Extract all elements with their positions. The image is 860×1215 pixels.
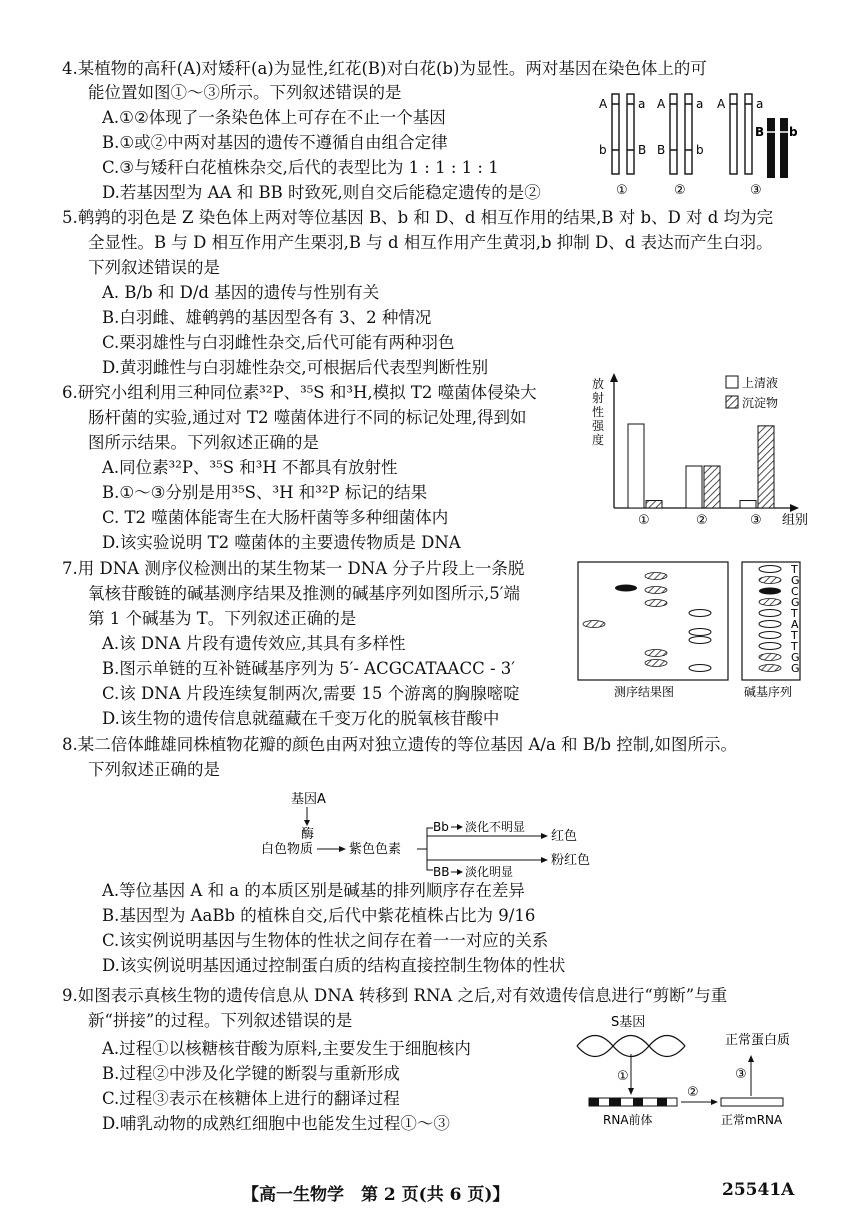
category-label: ③ <box>750 513 762 528</box>
figure-number: ③ <box>750 183 762 198</box>
white-substance-label: 白色物质 <box>261 842 314 857</box>
category-label: ② <box>696 513 708 528</box>
sequence-letter: T <box>791 640 798 653</box>
gel-band <box>645 650 667 657</box>
bb-genotype-label: BB <box>433 865 450 879</box>
process-2-label: ② <box>687 1085 699 1100</box>
q8-option-d: D.该实例说明基因通过控制蛋白质的结构直接控制生物体的性状 <box>102 956 566 975</box>
x-axis-label: 组别 <box>782 513 809 528</box>
q4-chromosome-figure <box>590 90 800 202</box>
bar-precipitate <box>704 466 720 508</box>
chromosome-dark <box>767 118 775 178</box>
gel-band <box>615 585 637 592</box>
sequence-band <box>759 665 781 672</box>
dna-helix <box>577 1036 685 1057</box>
chromosome <box>685 94 692 174</box>
rna-precursor-label: RNA前体 <box>603 1113 653 1127</box>
sequence-letter: G <box>791 574 800 587</box>
q6-stem-line3: 图所示结果。下列叙述正确的是 <box>88 433 319 452</box>
sequence-band <box>759 588 781 595</box>
sequence-band <box>759 577 781 584</box>
gene-label: b <box>789 125 798 139</box>
sequence-letter: C <box>791 585 799 598</box>
q5-option-d: D.黄羽雌性与白羽雄性杂交,可根据后代表型判断性别 <box>102 358 489 377</box>
y-label-char: 放 <box>592 377 605 391</box>
normal-mrna-label: 正常mRNA <box>721 1113 783 1127</box>
q5-stem-line1: 5.鹌鹑的羽色是 Z 染色体上两对等位基因 B、b 和 D、d 相互作用的结果,B 对 b、D 对 d 均为完 <box>62 208 774 227</box>
chromosome-dark <box>780 118 788 178</box>
figure-number: ① <box>616 183 628 198</box>
q5-option-c: C.栗羽雄性与白羽雌性杂交,后代可能有两种羽色 <box>102 333 455 352</box>
process-3-label: ③ <box>735 1067 747 1082</box>
q8-option-a: A.等位基因 A 和 a 的本质区别是碱基的排列顺序存在差异 <box>102 881 525 900</box>
y-label-char: 性 <box>592 405 605 419</box>
process-1-label: ① <box>617 1069 629 1084</box>
y-axis-label <box>592 377 605 447</box>
gene-label: A <box>717 97 726 111</box>
q7-option-d: D.该生物的遗传信息就蕴藏在千变万化的脱氧核苷酸中 <box>102 709 500 728</box>
q7-option-c: C.该 DNA 片段连续复制两次,需要 15 个游离的胸腺嘧啶 <box>102 684 520 703</box>
normal-protein-label: 正常蛋白质 <box>725 1033 791 1048</box>
bar-precipitate <box>758 426 774 508</box>
q4-option-c: C.③与矮秆白花植株杂交,后代的表型比为 1 : 1 : 1 : 1 <box>102 158 499 177</box>
y-label-char: 度 <box>592 433 605 447</box>
bb-genotype-label: Bb <box>433 820 449 834</box>
q8-stem-line1: 8.某二倍体雌雄同株植物花瓣的颜色由两对独立遗传的等位基因 A/a 和 B/b 控制,如图所示。 <box>62 735 738 754</box>
gel-band <box>689 629 711 636</box>
q9-option-d: D.哺乳动物的成熟红细胞中也能发生过程①～③ <box>102 1114 450 1133</box>
sequence-band <box>759 610 781 617</box>
sequence-band <box>759 654 781 661</box>
y-label-char: 射 <box>592 391 605 405</box>
gel-band <box>645 587 667 594</box>
q7-option-b: B.图示单链的互补链碱基序列为 5′- ACGCATAACC - 3′ <box>102 659 516 678</box>
gene-label: B <box>657 143 666 157</box>
chromosome <box>612 94 619 174</box>
gene-a-label: 基因A <box>291 792 326 807</box>
bar-supernatant <box>686 466 702 508</box>
q7-stem-line1: 7.用 DNA 测序仪检测出的某生物某一 DNA 分子片段上一条脱 <box>62 559 525 578</box>
sequence-band <box>759 632 781 639</box>
gel-band <box>689 637 711 644</box>
sequence-letter: T <box>791 607 798 620</box>
q6-option-a: A.同位素³²P、³⁵S 和³H 不都具有放射性 <box>102 458 398 477</box>
gel-band <box>583 621 605 628</box>
gene-label: a <box>638 97 646 111</box>
q9-option-a: A.过程①以核糖核苷酸为原料,主要发生于细胞核内 <box>102 1039 471 1058</box>
sequence-band <box>759 566 781 573</box>
q5-stem-line2: 全显性。B 与 D 相互作用产生栗羽,B 与 d 相互作用产生黄羽,b 抑制 D、d 表达而产生白羽。 <box>88 233 773 252</box>
pink-color-label: 粉红色 <box>551 853 591 868</box>
q9-option-b: B.过程②中涉及化学键的断裂与重新形成 <box>102 1064 400 1083</box>
gene-label: b <box>599 143 607 157</box>
q6-option-b: B.①～③分别是用³⁵S、³H 和³²P 标记的结果 <box>102 483 428 502</box>
q7-stem-line2: 氧核苷酸链的碱基测序结果及推测的碱基序列如图所示,5′端 <box>88 584 520 603</box>
q8-option-c: C.该实例说明基因与生物体的性状之间存在着一一对应的关系 <box>102 931 549 950</box>
q7-sequencing-figure <box>574 560 809 705</box>
sequence-band <box>759 621 781 628</box>
y-label-char: 强 <box>592 419 605 433</box>
q6-bar-chart <box>586 372 816 532</box>
bar-supernatant <box>628 424 644 508</box>
sequence-letter: G <box>791 662 800 675</box>
q5-option-b: B.白羽雌、雄鹌鹑的基因型各有 3、2 种情况 <box>102 308 432 327</box>
obvious-fading-label: 淡化明显 <box>465 865 514 879</box>
sequence-band <box>759 599 781 606</box>
category-label: ① <box>638 513 650 528</box>
bar-precipitate <box>646 501 662 508</box>
q6-stem-line2: 肠杆菌的实验,通过对 T2 噬菌体进行不同的标记处理,得到如 <box>88 408 527 427</box>
q7-option-a: A.该 DNA 片段有遗传效应,其具有多样性 <box>102 634 406 653</box>
q7-stem-line3: 第 1 个碱基为 T。下列叙述正确的是 <box>88 609 357 628</box>
q8-option-b: B.基因型为 AaBb 的植株自交,后代中紫花植株占比为 9/16 <box>102 906 536 925</box>
q4-stem-line2: 能位置如图①～③所示。下列叙述错误的是 <box>88 83 402 102</box>
gel-band <box>689 610 711 617</box>
gel-band <box>645 660 667 667</box>
gel-band <box>689 665 711 672</box>
sequence-letter: T <box>791 563 798 576</box>
sequence-band <box>759 643 781 650</box>
s-gene-label: S基因 <box>611 1015 646 1030</box>
figure-number: ② <box>674 183 686 198</box>
gene-label: B <box>755 125 765 139</box>
page-footer: 【高一生物学 第 2 页(共 6 页)】 <box>242 1185 510 1205</box>
sequence-letter: G <box>791 651 800 664</box>
q6-option-c: C. T2 噬菌体能寄生在大肠杆菌等多种细菌体内 <box>102 508 449 527</box>
q8-stem-line2: 下列叙述正确的是 <box>88 760 220 779</box>
purple-pigment-label: 紫色色素 <box>349 842 402 857</box>
q4-option-d: D.若基因型为 AA 和 BB 时致死,则自交后能稳定遗传的是② <box>102 183 541 202</box>
legend-label-supernatant: 上清液 <box>742 376 779 390</box>
paper-code: 25541A <box>722 1180 795 1200</box>
sequence-letter: A <box>791 618 799 631</box>
q6-stem-line1: 6.研究小组利用三种同位素³²P、³⁵S 和³H,模拟 T2 噬菌体侵染大 <box>62 383 537 402</box>
q6-option-d: D.该实验说明 T2 噬菌体的主要遗传物质是 DNA <box>102 533 461 552</box>
base-sequence-caption: 碱基序列 <box>744 685 793 699</box>
q4-option-b: B.①或②中两对基因的遗传不遵循自由组合定律 <box>102 133 448 152</box>
q4-stem-line1: 4.某植物的高秆(A)对矮秆(a)为显性,红花(B)对白花(b)为显性。两对基因在染色体上的可 <box>62 59 707 78</box>
sequencing-result-caption: 测序结果图 <box>614 685 675 699</box>
gel-band <box>645 573 667 580</box>
gene-label: B <box>638 143 647 157</box>
q5-option-a: A. B/b 和 D/d 基因的遗传与性别有关 <box>102 283 380 302</box>
legend-label-precipitate: 沉淀物 <box>742 396 779 410</box>
gene-label: a <box>696 97 704 111</box>
gene-label: b <box>696 143 704 157</box>
q9-stem-line2: 新“拼接”的过程。下列叙述错误的是 <box>88 1011 353 1030</box>
gel-band <box>645 600 667 607</box>
chromosome <box>670 94 677 174</box>
legend-swatch-supernatant <box>726 376 738 388</box>
chromosome <box>627 94 634 174</box>
sequence-letter: T <box>791 629 798 642</box>
q5-stem-line3: 下列叙述错误的是 <box>88 258 220 277</box>
q9-stem-line1: 9.如图表示真核生物的遗传信息从 DNA 转移到 RNA 之后,对有效遗传信息进行“剪断”与重 <box>62 986 728 1005</box>
slight-fading-label: 淡化不明显 <box>465 820 526 834</box>
bar-supernatant <box>740 501 756 508</box>
q9-option-c: C.过程③表示在核糖体上进行的翻译过程 <box>102 1089 400 1108</box>
red-color-label: 红色 <box>551 829 578 844</box>
enzyme-label: 酶 <box>301 827 315 842</box>
gene-label: A <box>599 97 608 111</box>
sequence-letter: G <box>791 596 800 609</box>
gene-label: A <box>657 97 666 111</box>
mrna-bar <box>721 1098 783 1106</box>
chromosome <box>730 94 737 174</box>
q8-pathway-diagram <box>255 790 645 880</box>
q4-option-a: A.①②体现了一条染色体上可存在不止一个基因 <box>102 108 446 127</box>
legend-swatch-precipitate <box>726 396 738 408</box>
chromosome <box>745 94 752 174</box>
gene-label: a <box>756 97 764 111</box>
q9-splicing-diagram <box>575 1012 815 1144</box>
